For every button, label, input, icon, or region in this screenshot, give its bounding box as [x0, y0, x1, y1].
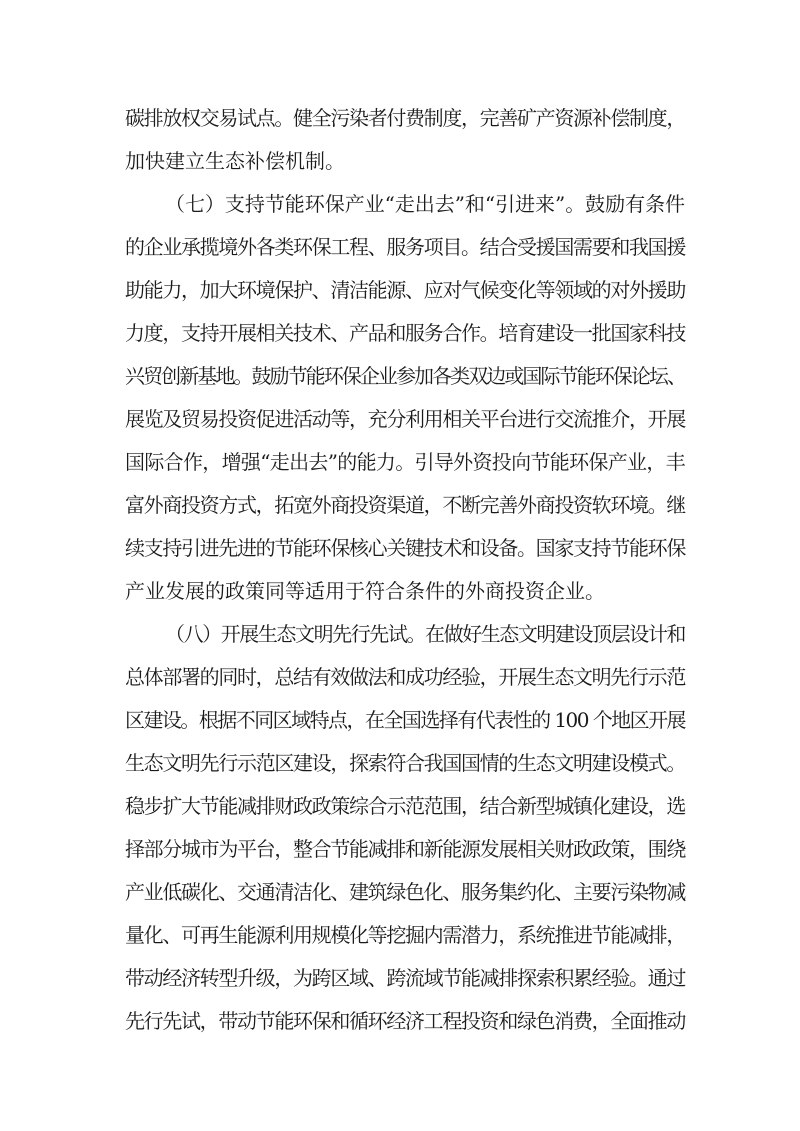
- text-line: 展览及贸易投资促进活动等，充分利用相关平台进行交流推介，开展: [125, 407, 686, 431]
- text-line: 产业发展的政策同等适用于符合条件的外商投资企业。: [125, 579, 605, 603]
- text-line: 区建设。根据不同区域特点，在全国选择有代表性的 100 个地区开展: [125, 708, 686, 732]
- text-line: 加快建立生态补偿机制。: [125, 149, 345, 173]
- text-line: 兴贸创新基地。鼓励节能环保企业参加各类双边或国际节能环保论坛、: [125, 364, 686, 388]
- text-line: 带动经济转型升级，为跨区域、跨流域节能减排探索积累经验。通过: [125, 966, 686, 990]
- text-line: 总体部署的同时，总结有效做法和成功经验，开展生态文明先行示范: [125, 665, 686, 689]
- text-line: 量化、可再生能源利用规模化等挖掘内需潜力，系统推进节能减排，: [125, 923, 686, 947]
- text-line: 稳步扩大节能减排财政政策综合示范范围，结合新型城镇化建设，选: [125, 794, 686, 818]
- text-line: 力度，支持开展相关技术、产品和服务合作。培育建设一批国家科技: [125, 321, 686, 345]
- text-line: 择部分城市为平台，整合节能减排和新能源发展相关财政政策，围绕: [125, 837, 686, 861]
- text-line: 碳排放权交易试点。健全污染者付费制度，完善矿产资源补偿制度，: [125, 106, 686, 130]
- text-line: 产业低碳化、交通清洁化、建筑绿色化、服务集约化、主要污染物减: [125, 880, 686, 904]
- text-line: 生态文明先行示范区建设，探索符合我国国情的生态文明建设模式。: [125, 751, 686, 775]
- text-line: 先行先试，带动节能环保和循环经济工程投资和绿色消费，全面推动: [125, 1009, 686, 1033]
- text-line: 助能力，加大环境保护、清洁能源、应对气候变化等领域的对外援助: [125, 278, 686, 302]
- text-line: 续支持引进先进的节能环保核心关键技术和设备。国家支持节能环保: [125, 536, 686, 560]
- paragraph-7-heading-line: （七）支持节能环保产业“走出去”和“引进来”。鼓励有条件: [165, 192, 686, 216]
- paragraph-8-heading-line: （八）开展生态文明先行先试。在做好生态文明建设顶层设计和: [165, 622, 685, 646]
- text-line: 国际合作，增强“走出去”的能力。引导外资投向节能环保产业，丰: [125, 450, 685, 474]
- text-line: 的企业承揽境外各类环保工程、服务项目。结合受援国需要和我国援: [125, 235, 686, 259]
- text-line: 富外商投资方式，拓宽外商投资渠道，不断完善外商投资软环境。继: [125, 493, 686, 517]
